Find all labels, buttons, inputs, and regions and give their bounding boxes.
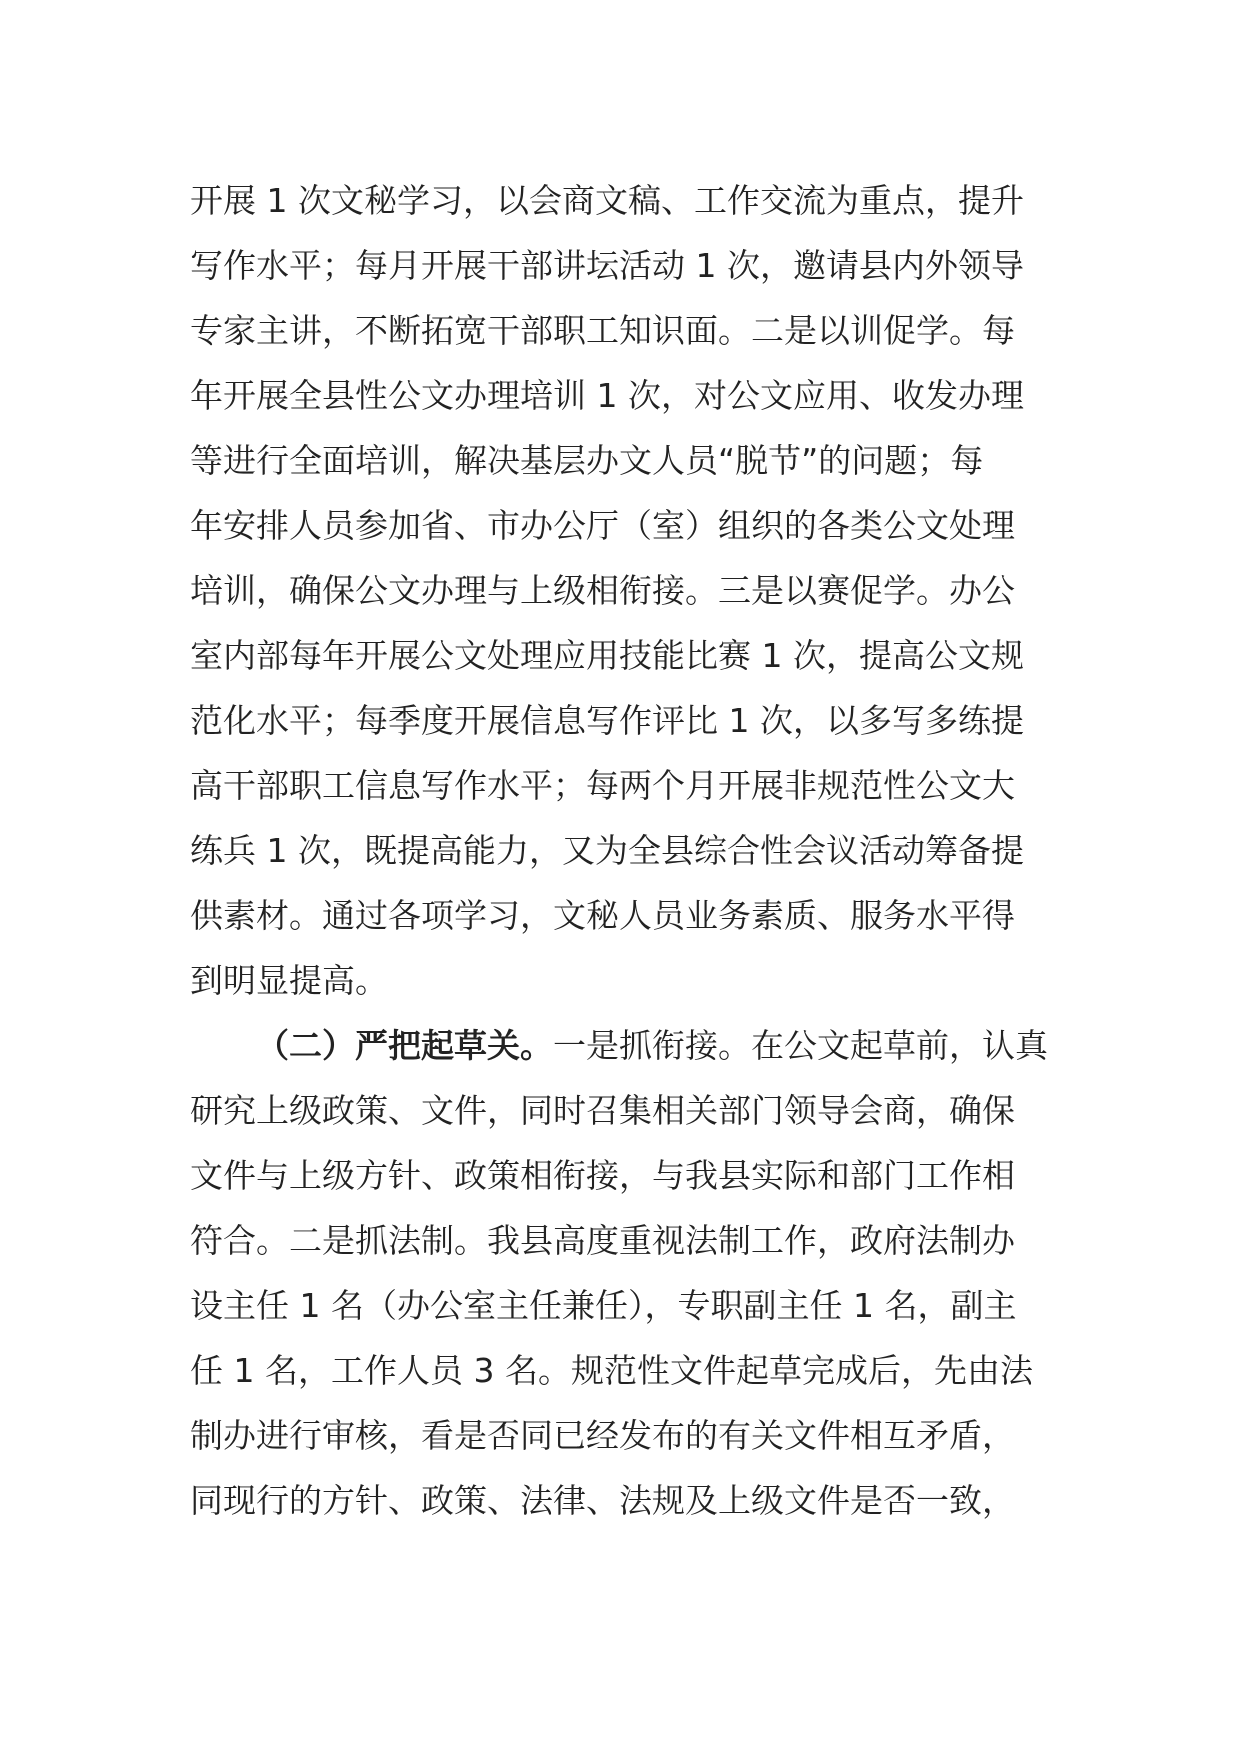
text-line: 制办进行审核，看是否同已经发布的有关文件相互矛盾， <box>190 1416 1015 1455</box>
text-line: 范化水平；每季度开展信息写作评比 1 次，以多写多练提 <box>190 701 1024 740</box>
text-line: 专家主讲，不断拓宽干部职工知识面。二是以训促学。每 <box>190 311 1015 350</box>
text-line: 同现行的方针、政策、法律、法规及上级文件是否一致， <box>190 1481 1015 1520</box>
section-first-line-text: 一是抓衔接。在公文起草前，认真 <box>553 1026 1048 1065</box>
section-first-line <box>190 1013 1060 1078</box>
text-line: 写作水平；每月开展干部讲坛活动 1 次，邀请县内外领导 <box>190 246 1024 285</box>
text-line: 任 1 名，工作人员 3 名。规范性文件起草完成后，先由法 <box>190 1351 1033 1390</box>
text-line: 等进行全面培训，解决基层办文人员“脱节”的问题；每 <box>190 441 984 480</box>
text-line: 高干部职工信息写作水平；每两个月开展非规范性公文大 <box>190 766 1015 805</box>
text-line: 室内部每年开展公文处理应用技能比赛 1 次，提高公文规 <box>190 636 1024 675</box>
text-line: 文件与上级方针、政策相衔接，与我县实际和部门工作相 <box>190 1156 1015 1195</box>
text-line: 设主任 1 名（办公室主任兼任），专职副主任 1 名，副主 <box>190 1286 1017 1325</box>
text-line: 培训，确保公文办理与上级相衔接。三是以赛促学。办公 <box>190 571 1015 610</box>
text-line: 符合。二是抓法制。我县高度重视法制工作，政府法制办 <box>190 1221 1015 1260</box>
text-line: 供素材。通过各项学习，文秘人员业务素质、服务水平得 <box>190 896 1015 935</box>
text-line: 年开展全县性公文办理培训 1 次，对公文应用、收发办理 <box>190 376 1024 415</box>
text-line: 到明显提高。 <box>190 961 388 1000</box>
body-text <box>190 168 1060 1533</box>
text-line: 研究上级政策、文件，同时召集相关部门领导会商，确保 <box>190 1091 1015 1130</box>
text-line: 开展 1 次文秘学习，以会商文稿、工作交流为重点，提升 <box>190 181 1024 220</box>
section-heading: （二）严把起草关。 <box>256 1026 553 1065</box>
text-line: 练兵 1 次，既提高能力，又为全县综合性会议活动筹备提 <box>190 831 1024 870</box>
text-line: 年安排人员参加省、市办公厅（室）组织的各类公文处理 <box>190 506 1015 545</box>
